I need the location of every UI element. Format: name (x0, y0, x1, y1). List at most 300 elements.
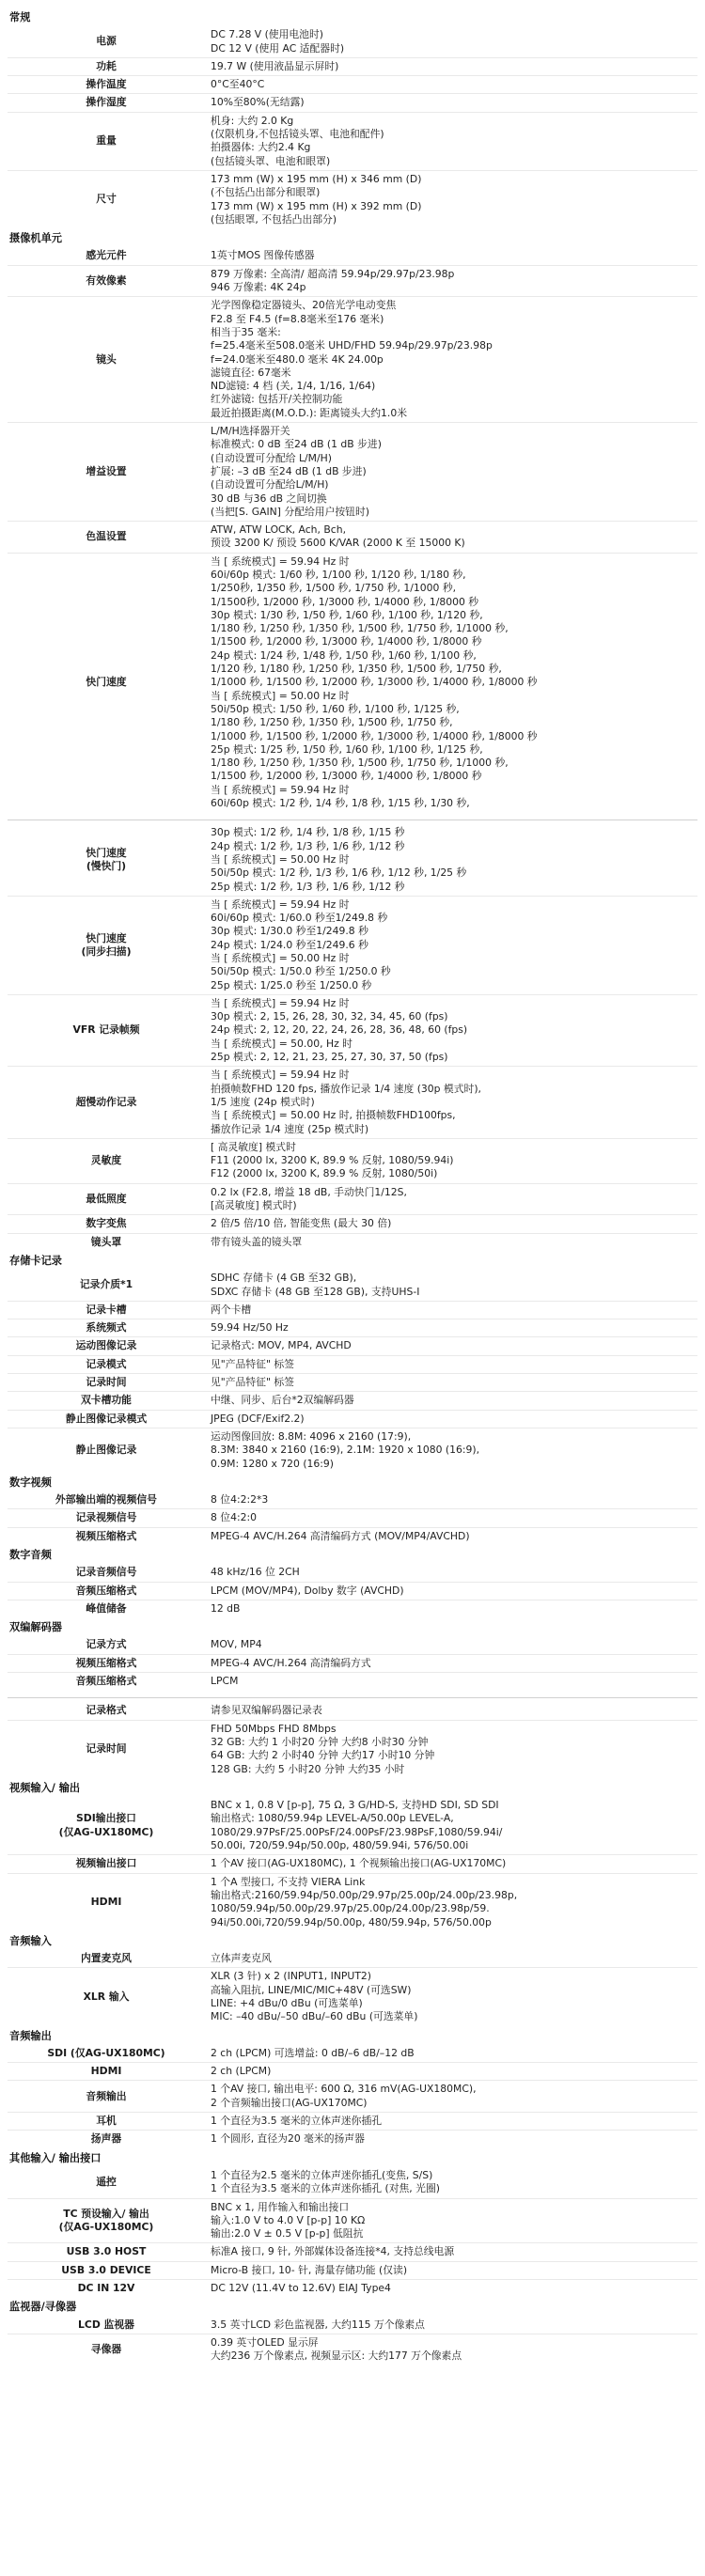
spec-label (8, 60, 205, 73)
spec-value-line: 1080/29.97PsF/25.00PsF/24.00PsF/23.98PsF,1080/59.94i/ (211, 1825, 503, 1838)
spec-value (205, 1799, 697, 1852)
spec-label (8, 1069, 205, 1135)
spec-value-line: 30p 模式: 1/30 秒, 1/50 秒, 1/60 秒, 1/100 秒, 1/120 秒, (211, 608, 483, 621)
spec-value (205, 78, 697, 91)
spec-label-line: 视频输出接口 (75, 1857, 137, 1870)
spec-value-line: 1/180 秒, 1/250 秒, 1/350 秒, 1/500 秒, 1/750 秒, 1/1000 秒, (211, 757, 509, 770)
spec-value (205, 1876, 697, 1929)
spec-label (8, 1952, 205, 1965)
spec-value (205, 1530, 697, 1543)
spec-value (205, 1857, 697, 1870)
spec-value-line: LPCM (211, 1675, 239, 1688)
spec-value-line: (不包括凸出部分和眼罩) (211, 186, 321, 199)
spec-value-line: MOV, MP4 (211, 1638, 262, 1651)
spec-label (8, 1321, 205, 1335)
spec-value-line: F12 (2000 lx, 3200 K, 89.9 % 反射, 1080/50i) (211, 1167, 438, 1180)
spec-value-line: 128 GB: 大约 5 小时20 分钟 大约35 小时 (211, 1762, 405, 1775)
spec-value-line: 最近拍摄距离(M.O.D.): 距离镜头大约1.0米 (211, 406, 408, 419)
spec-value (205, 173, 697, 226)
spec-value-line: 1/1500 秒, 1/2000 秒, 1/3000 秒, 1/4000 秒, 1/8000 秒 (211, 635, 482, 648)
spec-label (8, 1530, 205, 1543)
spec-value (205, 997, 697, 1064)
spec-label (8, 2065, 205, 2078)
spec-value-line: 滤镜直径: 67毫米 (211, 366, 291, 379)
spec-value (205, 115, 697, 168)
spec-value (205, 1675, 697, 1688)
spec-label (8, 1876, 205, 1929)
spec-value-line: 24p 模式: 2, 12, 20, 22, 24, 26, 28, 36, 48, 60 (fps) (211, 1023, 468, 1037)
spec-label-line: LCD 监视器 (78, 2318, 134, 2331)
spec-value (205, 2132, 697, 2146)
spec-label (8, 1304, 205, 1317)
spec-label (8, 268, 205, 295)
spec-row (8, 1950, 697, 1967)
spec-value-line: 94i/50.00i,720/59.94p/50.00p, 480/59.94p, 576/50.00p (211, 1915, 492, 1928)
spec-row (8, 26, 697, 57)
spec-value-line: 1英寸MOS 图像传感器 (211, 249, 315, 262)
spec-row (8, 1301, 697, 1319)
spec-value-line: 25p 模式: 1/25.0 秒至 1/250.0 秒 (211, 978, 372, 991)
spec-value (205, 249, 697, 262)
spec-value-line: 高输入阻抗, LINE/MIC/MIC+48V (可选SW) (211, 1983, 412, 1996)
spec-label (8, 898, 205, 992)
spec-value-line: 2 ch (LPCM) 可选增益: 0 dB/–6 dB/–12 dB (211, 2046, 415, 2059)
spec-label-line: 操作湿度 (86, 96, 127, 109)
spec-value (205, 1186, 697, 1213)
spec-value-line: 3.5 英寸LCD 彩色监视器, 大约115 万个像素点 (211, 2318, 425, 2331)
spec-label (8, 1141, 205, 1181)
spec-label-line: SDI (仅AG-UX180MC) (47, 2046, 165, 2059)
spec-label-line: 峰值储备 (86, 1601, 127, 1615)
section-title: 常规 (9, 11, 31, 23)
spec-value-line: 预设 3200 K/ 预设 5600 K/VAR (2000 K 至 15000 K) (211, 537, 465, 550)
spec-label-line: 快门速度 (86, 931, 127, 945)
spec-label (8, 997, 205, 1064)
spec-value-line: 60i/60p 模式: 1/60 秒, 1/100 秒, 1/120 秒, 1/180 秒, (211, 568, 466, 581)
spec-label (8, 1657, 205, 1670)
spec-label-line: 记录时间 (86, 1376, 127, 1389)
spec-value (205, 1970, 697, 2023)
spec-value-line: 1 个直径为2.5 毫米的立体声迷你插孔(变焦, S/S) (211, 2168, 433, 2181)
spec-value (205, 1723, 697, 1776)
spec-label-line: USB 3.0 DEVICE (61, 2263, 151, 2276)
spec-value-line: 1 个直径为3.5 毫米的立体声迷你插孔 (211, 2115, 383, 2128)
spec-value (205, 2336, 697, 2364)
spec-value-line: 10%至80%(无结露) (211, 96, 305, 109)
spec-value (205, 1339, 697, 1352)
spec-value-line: (仅限机身,不包括镜头罩、电池和配件) (211, 128, 384, 141)
spec-value-line: 记录格式: MOV, MP4, AVCHD (211, 1339, 352, 1352)
spec-value-line: MPEG-4 AVC/H.264 高清编码方式 (MOV/MP4/AVCHD) (211, 1529, 470, 1542)
spec-value (205, 2065, 697, 2078)
spec-row (8, 824, 697, 895)
spec-row (8, 2112, 697, 2130)
spec-row (8, 2317, 697, 2334)
spec-value-line: FHD 50Mbps FHD 8Mbps (211, 1722, 337, 1735)
spec-label-line: 尺寸 (96, 193, 117, 206)
spec-label-line: 音频压缩格式 (75, 1675, 137, 1688)
spec-value-line: 当 [ 系统模式] = 59.94 Hz 时 (211, 783, 350, 796)
spec-row (8, 93, 697, 111)
spec-value (205, 1394, 697, 1407)
spec-value-line: ATW, ATW LOCK, Ach, Bch, (211, 523, 347, 537)
spec-sheet (8, 0, 697, 2365)
spec-label (8, 2245, 205, 2258)
spec-row (8, 1527, 697, 1545)
spec-value-line: (自动设置可分配给L/M/H) (211, 478, 329, 492)
spec-value-line: 32 GB: 大约 1 小时20 分钟 大约8 小时30 分钟 (211, 1735, 429, 1748)
spec-value (205, 2318, 697, 2332)
spec-label-line: 音频输出 (86, 2089, 127, 2102)
spec-value-line: 8 位4:2:0 (211, 1511, 257, 1524)
spec-value-line: LINE: +4 dBu/0 dBu (可选菜单) (211, 1997, 363, 2009)
spec-value-line: JPEG (DCF/Exif2.2) (211, 1412, 305, 1425)
spec-value (205, 2083, 697, 2110)
spec-value-line: 1/250秒, 1/350 秒, 1/500 秒, 1/750 秒, 1/1000 秒, (211, 582, 457, 595)
spec-row (8, 112, 697, 170)
spec-value-line: 60i/60p 模式: 1/60.0 秒至1/249.8 秒 (211, 912, 388, 925)
spec-value-line: 879 万像素: 全高清/ 超高清 59.94p/29.97p/23.98p (211, 267, 455, 280)
spec-value-line: 24p 模式: 1/24 秒, 1/48 秒, 1/50 秒, 1/60 秒, 1/100 秒, (211, 648, 477, 662)
spec-label-line: 有效像素 (86, 273, 127, 287)
spec-label (8, 96, 205, 109)
spec-value-line: (当把[S. GAIN] 分配给用户按钮时) (211, 505, 369, 518)
spec-value-line: 60i/60p 模式: 1/2 秒, 1/4 秒, 1/8 秒, 1/15 秒, 1/30 秒, (211, 797, 470, 810)
spec-value-line: 机身: 大约 2.0 Kg (211, 114, 294, 127)
spec-value-line: 0.2 lx (F2.8, 增益 18 dB, 手动快门1/12S, (211, 1185, 407, 1198)
spec-row (8, 2167, 697, 2198)
spec-value-line: MIC: –40 dBu/–50 dBu/–60 dBu (可选菜单) (211, 2010, 418, 2023)
spec-label-line: 扬声器 (90, 2132, 122, 2146)
spec-row (8, 1373, 697, 1391)
spec-label-line: 记录方式 (86, 1638, 127, 1651)
spec-label-line: (仅AG-UX180MC) (58, 1825, 154, 1838)
spec-row (8, 1654, 697, 1672)
spec-label (8, 1723, 205, 1776)
spec-value-line: 30p 模式: 2, 15, 26, 28, 30, 32, 34, 45, 60 (fps) (211, 1010, 448, 1023)
spec-value-line: (包括镜头罩、电池和眼罩) (211, 154, 331, 167)
spec-value (205, 425, 697, 519)
spec-row (8, 1066, 697, 1137)
spec-value-line: 1080/59.94p/50.00p/29.97p/25.00p/24.00p/23.98p/59. (211, 1902, 490, 1915)
spec-value-line: 请参见双编解码器记录表 (211, 1704, 322, 1717)
spec-label (8, 173, 205, 226)
spec-row (8, 1702, 697, 1719)
spec-label-line: 灵敏度 (90, 1154, 122, 1167)
section-title: 存储卡记录 (9, 1254, 62, 1267)
spec-row (8, 422, 697, 521)
spec-label (8, 2318, 205, 2332)
spec-value-line: XLR (3 针) x 2 (INPUT1, INPUT2) (211, 1970, 371, 1983)
spec-row (8, 1967, 697, 2025)
spec-row (8, 1355, 697, 1373)
spec-value-line: F2.8 至 F4.5 (f=8.8毫米至176 毫米) (211, 312, 384, 325)
spec-row (8, 994, 697, 1066)
spec-value (205, 1217, 697, 1230)
spec-value-line: 当 [ 系统模式] = 50.00 Hz 时 (211, 952, 350, 964)
spec-label-line: HDMI (90, 1896, 122, 1909)
spec-label (8, 2115, 205, 2128)
spec-label-line: 记录音频信号 (75, 1566, 137, 1579)
spec-value-line: 当 [ 系统模式] = 59.94 Hz 时 (211, 898, 350, 911)
spec-value (205, 2245, 697, 2258)
spec-label (8, 826, 205, 893)
spec-value-line: DC 12V (11.4V to 12.6V) EIAJ Type4 (211, 2282, 391, 2295)
spec-value (205, 1952, 697, 1965)
section-title: 数字视频 (9, 1475, 52, 1489)
spec-value-line: 50.00i, 720/59.94p/50.00p, 480/59.94i, 576/50.00i (211, 1839, 469, 1852)
spec-label-line: 耳机 (96, 2115, 117, 2128)
spec-value-line: 光学图像稳定器镜头、20倍光学电动变焦 (211, 299, 397, 312)
spec-label-line: 镜头 (96, 352, 117, 366)
spec-label (8, 115, 205, 168)
spec-value (205, 2169, 697, 2196)
spec-label-line: 操作温度 (86, 78, 127, 91)
spec-label-line: 增益设置 (86, 464, 127, 477)
spec-value-line: 扩展: –3 dB 至24 dB (1 dB 步进) (211, 464, 367, 477)
spec-value-line: 中继、同步、后台*2双编解码器 (211, 1394, 354, 1407)
spec-value-line: 1 个直径为3.5 毫米的立体声迷你插孔 (对焦, 光圈) (211, 2182, 440, 2195)
spec-value-line: ND滤镜: 4 档 (关, 1/4, 1/16, 1/64) (211, 380, 376, 393)
spec-value-line: 50i/50p 模式: 1/50.0 秒至 1/250.0 秒 (211, 965, 391, 978)
spec-value-line: 1/1500秒, 1/2000 秒, 1/3000 秒, 1/4000 秒, 1/8000 秒 (211, 595, 479, 608)
spec-value (205, 1272, 697, 1299)
spec-value-line: BNC x 1, 用作输入和输出接口 (211, 2200, 350, 2213)
spec-label-line: 内置麦克风 (81, 1952, 132, 1965)
spec-label-line: 双卡槽功能 (81, 1394, 132, 1407)
spec-value-line: 1/180 秒, 1/250 秒, 1/350 秒, 1/500 秒, 1/750 秒, (211, 716, 453, 729)
spec-label-line: 运动图像记录 (75, 1339, 137, 1352)
spec-row (8, 1636, 697, 1653)
spec-value-line: 30p 模式: 1/2 秒, 1/4 秒, 1/8 秒, 1/15 秒 (211, 826, 405, 839)
spec-value-line: 播放作记录 1/4 速度 (25p 模式时) (211, 1122, 369, 1135)
spec-label-line: 静止图像记录模式 (65, 1412, 148, 1425)
spec-label-line: XLR 输入 (83, 1990, 130, 2003)
spec-row (8, 1410, 697, 1428)
spec-value (205, 1704, 697, 1717)
section-divider (8, 1697, 697, 1698)
spec-label-line: 感光元件 (86, 249, 127, 262)
spec-value (205, 1511, 697, 1524)
spec-value-line: 30p 模式: 1/30.0 秒至1/249.8 秒 (211, 925, 368, 938)
spec-value-line: 25p 模式: 1/2 秒, 1/3 秒, 1/6 秒, 1/12 秒 (211, 880, 405, 893)
spec-value-line: LPCM (MOV/MP4), Dolby 数字 (AVCHD) (211, 1584, 404, 1597)
spec-label (8, 249, 205, 262)
spec-value-line: 1 个AV 接口, 输出电平: 600 Ω, 316 mV(AG-UX180MC), (211, 2083, 477, 2096)
spec-value-line: 标准A 接口, 9 针, 外部媒体设备连接*4, 支持总线电源 (211, 2245, 455, 2258)
spec-label (8, 1799, 205, 1852)
spec-label-line: 色温设置 (86, 530, 127, 543)
spec-value-line: 0°C至40°C (211, 78, 265, 91)
spec-value (205, 1069, 697, 1135)
spec-row (8, 2334, 697, 2365)
spec-row (8, 1600, 697, 1617)
spec-value-line: 输入:1.0 V to 4.0 V [p-p] 10 KΩ (211, 2213, 366, 2226)
spec-value-line: 48 kHz/16 位 2CH (211, 1566, 300, 1579)
spec-label (8, 1186, 205, 1213)
spec-label-line: 电源 (96, 35, 117, 48)
spec-label-line: 最低照度 (86, 1192, 127, 1205)
spec-value-line: 拍摄器体: 大约2.4 Kg (211, 141, 311, 154)
spec-row (8, 2261, 697, 2279)
spec-row (8, 2080, 697, 2112)
spec-label-line: 系统频式 (86, 1321, 127, 1335)
spec-value-line: 25p 模式: 2, 12, 21, 23, 25, 27, 30, 37, 50 (fps) (211, 1051, 448, 1064)
spec-label-line: 音频压缩格式 (75, 1584, 137, 1597)
spec-value-line: 当 [ 系统模式] = 59.94 Hz 时 (211, 1069, 350, 1082)
spec-value (205, 555, 697, 811)
spec-value-line: f=24.0毫米至480.0 毫米 4K 24.00p (211, 352, 384, 366)
spec-value (205, 1638, 697, 1651)
spec-value-line: [高灵敏度] 模式时) (211, 1199, 297, 1212)
spec-label-line: VFR 记录帧频 (72, 1023, 140, 1037)
spec-row (8, 1582, 697, 1600)
spec-value (205, 1304, 697, 1317)
spec-value (205, 2201, 697, 2241)
spec-row (8, 1319, 697, 1336)
spec-value-line: 8.3M: 3840 x 2160 (16:9), 2.1M: 1920 x 1080 (16:9), (211, 1444, 480, 1457)
spec-value-line: 输出:2.0 V ± 0.5 V [p-p] 低阻抗 (211, 2227, 364, 2240)
spec-label-line: 重量 (96, 134, 117, 148)
spec-value (205, 299, 697, 420)
spec-label (8, 1704, 205, 1717)
spec-row (8, 1214, 697, 1232)
spec-label (8, 1511, 205, 1524)
spec-value-line: 59.94 Hz/50 Hz (211, 1321, 289, 1335)
spec-value-line: 1 个AV 接口(AG-UX180MC), 1 个视频输出接口(AG-UX170MC) (211, 1857, 507, 1870)
spec-label-line: 视频压缩格式 (75, 1656, 137, 1669)
spec-row (8, 1854, 697, 1872)
spec-value-line: (自动设置可分配给 L/M/H) (211, 451, 332, 464)
spec-row (8, 1428, 697, 1473)
spec-value-line: 2 倍/5 倍/10 倍, 智能变焦 (最大 30 倍) (211, 1217, 392, 1230)
spec-label (8, 1413, 205, 1426)
spec-value (205, 1413, 697, 1426)
spec-row (8, 1270, 697, 1301)
spec-value (205, 1430, 697, 1471)
spec-label (8, 1394, 205, 1407)
spec-value-line: 2 ch (LPCM) (211, 2065, 272, 2078)
spec-label (8, 523, 205, 551)
spec-label-line: 记录卡槽 (86, 1303, 127, 1316)
spec-value-line: 输出格式:2160/59.94p/50.00p/29.97p/25.00p/24.00p/23.98p, (211, 1888, 518, 1901)
spec-value (205, 2264, 697, 2277)
spec-value-line: 输出格式: 1080/59.94p LEVEL-A/50.00p LEVEL-A, (211, 1812, 454, 1825)
spec-label (8, 1638, 205, 1651)
spec-value-line: 拍摄帧数FHD 120 fps, 播放作记录 1/4 速度 (30p 模式时), (211, 1082, 481, 1095)
spec-value-line: 标准模式: 0 dB 至24 dB (1 dB 步进) (211, 438, 382, 451)
spec-label-line: 记录视频信号 (75, 1511, 137, 1524)
spec-label (8, 1430, 205, 1471)
spec-value-line: 1/5 速度 (24p 模式时) (211, 1095, 315, 1108)
spec-label (8, 425, 205, 519)
spec-value-line: MPEG-4 AVC/H.264 高清编码方式 (211, 1656, 371, 1669)
spec-row (8, 265, 697, 297)
spec-label-line: TC 预设输入/ 输出 (63, 2207, 149, 2220)
spec-label (8, 1970, 205, 2023)
spec-value (205, 2047, 697, 2060)
spec-value-line: 1/1500 秒, 1/2000 秒, 1/3000 秒, 1/4000 秒, 1/8000 秒 (211, 770, 482, 783)
spec-label (8, 1566, 205, 1579)
spec-label (8, 2264, 205, 2277)
section-title: 音频输出 (9, 2029, 52, 2042)
spec-label (8, 1272, 205, 1299)
spec-row (8, 896, 697, 994)
spec-label (8, 2336, 205, 2364)
spec-label-line: 记录格式 (86, 1704, 127, 1717)
spec-value (205, 1358, 697, 1371)
spec-label-line: 镜头罩 (90, 1235, 122, 1248)
spec-label-line: USB 3.0 HOST (66, 2245, 147, 2258)
spec-row (8, 1491, 697, 1508)
spec-row (8, 1138, 697, 1183)
spec-value-line: 当 [ 系统模式] = 59.94 Hz 时 (211, 996, 350, 1009)
spec-value-line: [ 高灵敏度] 模式时 (211, 1140, 296, 1153)
spec-row (8, 2062, 697, 2080)
spec-label-line: (慢快门) (86, 860, 127, 873)
spec-value-line: L/M/H选择器开关 (211, 425, 290, 438)
spec-value (205, 1585, 697, 1598)
spec-value-line: 1 个A 型接口, 不支持 VIERA Link (211, 1875, 366, 1888)
spec-value-line: 19.7 W (使用液晶显示屏时) (211, 59, 339, 72)
spec-value-line: 50i/50p 模式: 1/2 秒, 1/3 秒, 1/6 秒, 1/12 秒, 1/25 秒 (211, 866, 467, 880)
spec-value-line: 当 [ 系统模式] = 50.00 Hz 时 (211, 852, 350, 866)
spec-label (8, 1236, 205, 1249)
spec-value (205, 96, 697, 109)
spec-row (8, 1672, 697, 1690)
spec-value-line: 相当于35 毫米: (211, 325, 281, 338)
spec-label-line: 快门速度 (86, 846, 127, 859)
spec-label-line: 静止图像记录 (75, 1444, 137, 1457)
spec-row (8, 1508, 697, 1526)
spec-label-line: 视频压缩格式 (75, 1529, 137, 1542)
section-title: 数字音频 (9, 1548, 52, 1561)
spec-row (8, 2130, 697, 2147)
spec-value-line: 0.9M: 1280 x 720 (16:9) (211, 1457, 334, 1470)
section-title: 其他输入/ 输出接口 (9, 2151, 102, 2164)
spec-value-line: 173 mm (W) x 195 mm (H) x 392 mm (D) (211, 199, 422, 212)
spec-value-line: 当 [ 系统模式] = 50.00 Hz 时 (211, 689, 350, 702)
spec-label (8, 2132, 205, 2146)
spec-value (205, 28, 697, 55)
spec-label (8, 2282, 205, 2295)
spec-value-line: 当 [ 系统模式] = 59.94 Hz 时 (211, 554, 350, 568)
spec-row (8, 1873, 697, 1931)
spec-value-line: 0.39 英寸OLED 显示屏 (211, 2335, 319, 2349)
spec-label (8, 1493, 205, 1507)
section-title: 摄像机单元 (9, 232, 62, 245)
spec-label (8, 299, 205, 420)
spec-value (205, 1376, 697, 1389)
spec-label-line: 记录介质*1 (79, 1278, 133, 1291)
spec-value-line: 50i/50p 模式: 1/50 秒, 1/60 秒, 1/100 秒, 1/125 秒, (211, 702, 460, 715)
spec-row (8, 1183, 697, 1215)
spec-value-line: SDXC 存储卡 (48 GB 至128 GB), 支持UHS-I (211, 1285, 420, 1298)
spec-value-line: 1 个圆形, 直径为20 毫米的扬声器 (211, 2132, 365, 2146)
spec-value-line: 946 万像素: 4K 24p (211, 281, 306, 294)
spec-label-line: (仅AG-UX180MC) (58, 2221, 154, 2233)
spec-row (8, 1564, 697, 1581)
spec-value-line: 两个卡槽 (211, 1303, 252, 1316)
spec-label (8, 1585, 205, 1598)
spec-value (205, 1602, 697, 1616)
section-title: 视频输入/ 输出 (9, 1781, 81, 1794)
spec-value-line: 64 GB: 大约 2 小时40 分钟 大约17 小时10 分钟 (211, 1749, 435, 1762)
spec-label (8, 1602, 205, 1616)
spec-row (8, 75, 697, 93)
spec-value (205, 1493, 697, 1507)
spec-label-line: 遥控 (96, 2176, 117, 2189)
